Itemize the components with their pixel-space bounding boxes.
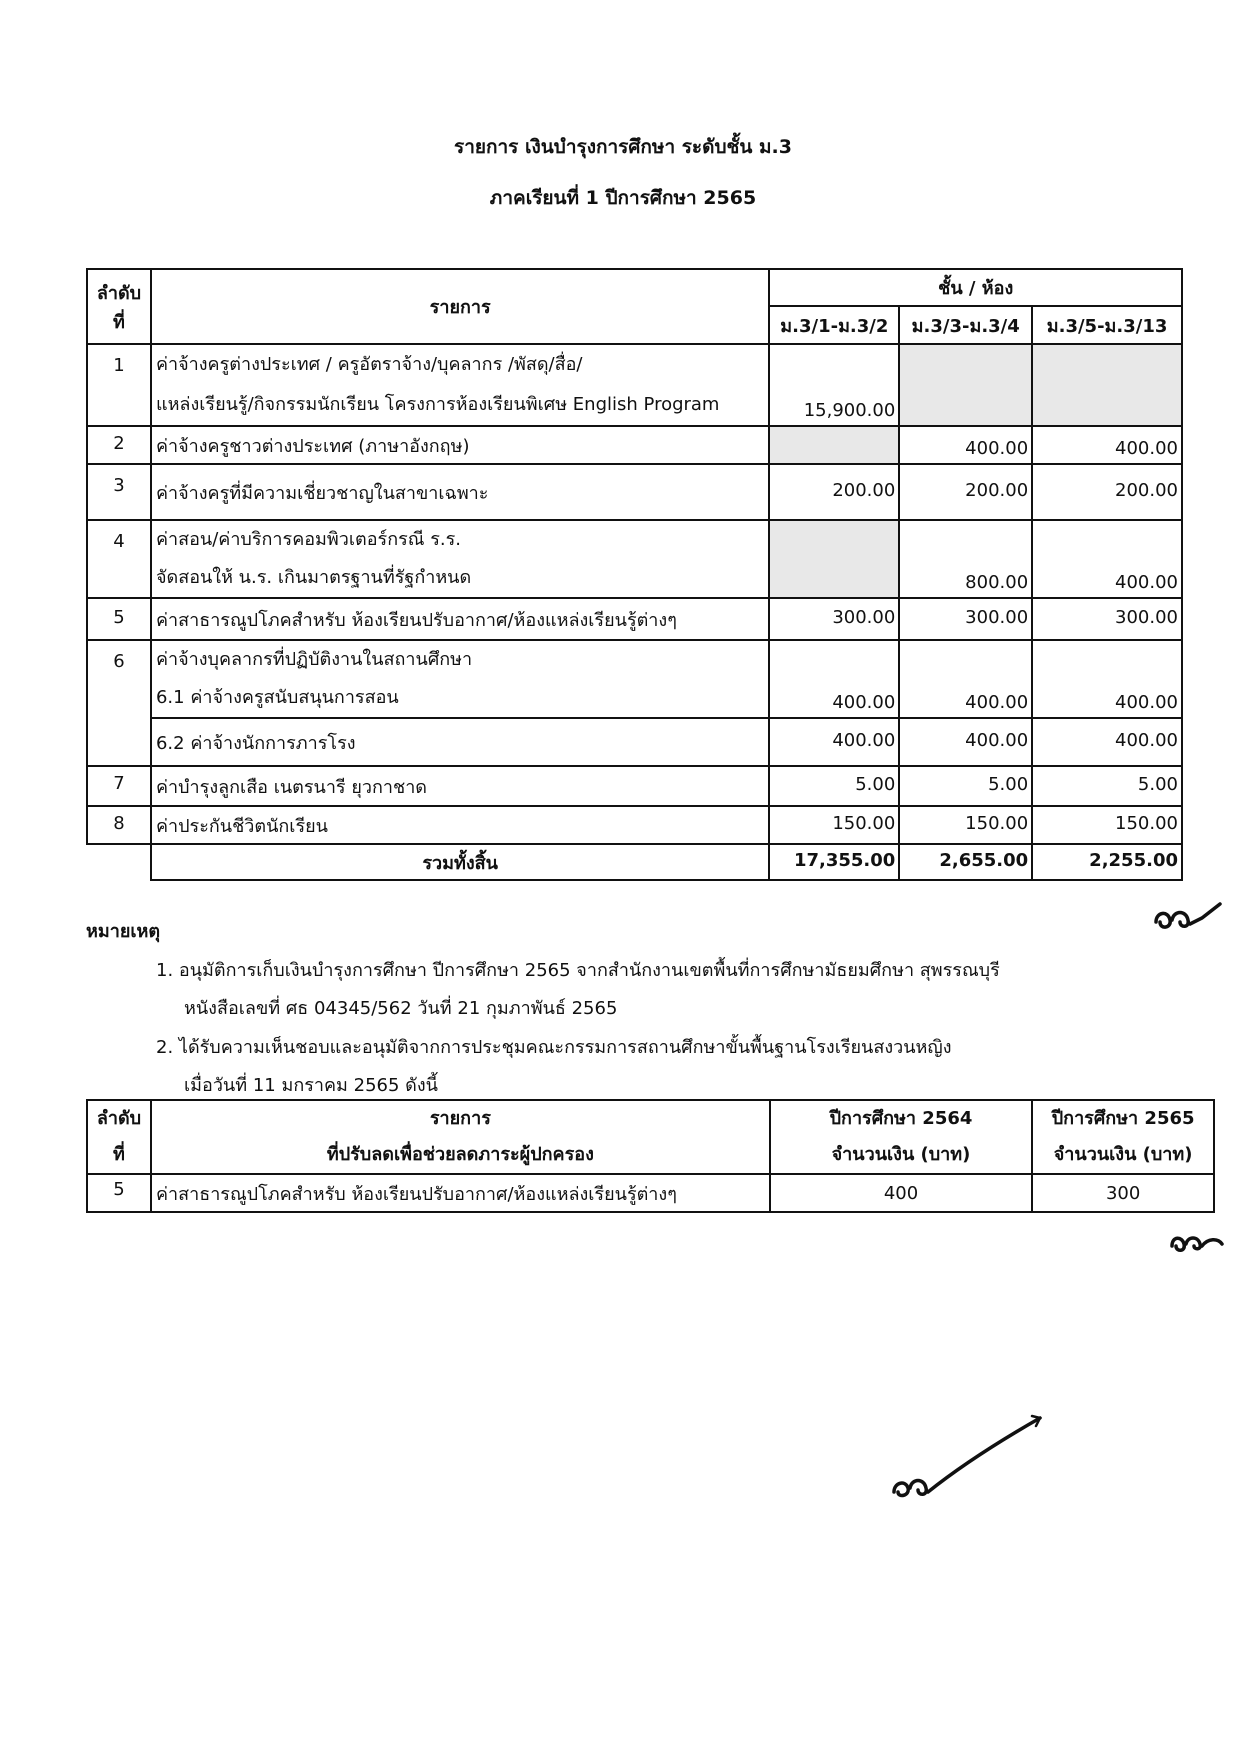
table-row bbox=[87, 464, 1182, 520]
row-desc: ค่าบำรุงลูกเสือ เนตรนารี ยุวกาชาด bbox=[151, 766, 769, 806]
row-seq: 6 bbox=[87, 640, 151, 766]
note-1-line-1: 1. อนุมัติการเก็บเงินบำรุงการศึกษา ปีการศึกษา 2565 จากสำนักงานเขตพื้นที่การศึกษามัธยมศึกษา สุพรรณบุรี bbox=[156, 960, 1000, 981]
cell-col1: 400.00 bbox=[769, 718, 899, 766]
row-desc: ค่าจ้างบุคลากรที่ปฏิบัติงานในสถานศึกษา 6.1 ค่าจ้างครูสนับสนุนการสอน bbox=[151, 640, 769, 718]
table-row bbox=[87, 640, 1182, 718]
table-row bbox=[87, 598, 1182, 640]
header-col-m35-m313: ม.3/5-ม.3/13 bbox=[1032, 306, 1182, 344]
header-col-m31-m32: ม.3/1-ม.3/2 bbox=[769, 306, 899, 344]
cell-col1: 200.00 bbox=[769, 464, 899, 520]
cell-col2: 400.00 bbox=[899, 718, 1032, 766]
cell-col3: 400.00 bbox=[1032, 426, 1182, 464]
cell-col2: 400.00 bbox=[899, 426, 1032, 464]
cell-col2: 300.00 bbox=[899, 598, 1032, 640]
cell-col2: 5.00 bbox=[899, 766, 1032, 806]
cell-year-2565: 300 bbox=[1032, 1174, 1214, 1212]
total-col1: 17,355.00 bbox=[769, 844, 899, 880]
total-label: รวมทั้งสิ้น bbox=[151, 844, 769, 880]
cell-col2: 200.00 bbox=[899, 464, 1032, 520]
note-2-line-2: เมื่อวันที่ 11 มกราคม 2565 ดังนี้ bbox=[184, 1075, 438, 1096]
row-desc: ค่าสาธารณูปโภคสำหรับ ห้องเรียนปรับอากาศ/ห้องแหล่งเรียนรู้ต่างๆ bbox=[151, 1174, 770, 1212]
cell-col3: 150.00 bbox=[1032, 806, 1182, 844]
table-row bbox=[87, 766, 1182, 806]
handwritten-signature bbox=[888, 1412, 1048, 1512]
row-seq: 3 bbox=[87, 464, 151, 520]
row-seq: 8 bbox=[87, 806, 151, 844]
document-title: รายการ เงินบำรุงการศึกษา ระดับชั้น ม.3 bbox=[454, 136, 792, 158]
cell-col3: 300.00 bbox=[1032, 598, 1182, 640]
row-seq: 5 bbox=[87, 1174, 151, 1212]
row-desc: ค่าสอน/ค่าบริการคอมพิวเตอร์กรณี ร.ร. จัดสอนให้ น.ร. เกินมาตรฐานที่รัฐกำหนด bbox=[151, 520, 769, 598]
row-seq: 7 bbox=[87, 766, 151, 806]
row-seq: 5 bbox=[87, 598, 151, 640]
cell-col2: 150.00 bbox=[899, 806, 1032, 844]
table-header-row bbox=[87, 1100, 1214, 1174]
cell-col1: 150.00 bbox=[769, 806, 899, 844]
table-row bbox=[87, 426, 1182, 464]
header-seq: ลำดับ ที่ bbox=[87, 269, 151, 344]
reduction-table bbox=[86, 1099, 1215, 1213]
cell-col1: 300.00 bbox=[769, 598, 899, 640]
cell-col2: 800.00 bbox=[899, 520, 1032, 598]
table-row bbox=[87, 806, 1182, 844]
cell-col2-empty bbox=[899, 344, 1032, 426]
cell-col3-empty bbox=[1032, 344, 1182, 426]
note-1-line-2: หนังสือเลขที่ ศธ 04345/562 วันที่ 21 กุมภาพันธ์ 2565 bbox=[184, 998, 618, 1019]
row-desc: ค่าจ้างครูที่มีความเชี่ยวชาญในสาขาเฉพาะ bbox=[151, 464, 769, 520]
header-col-m33-m34: ม.3/3-ม.3/4 bbox=[899, 306, 1032, 344]
row-desc: ค่าประกันชีวิตนักเรียน bbox=[151, 806, 769, 844]
cell-col3: 400.00 bbox=[1032, 718, 1182, 766]
cell-col2: 400.00 bbox=[899, 640, 1032, 718]
cell-col3: 200.00 bbox=[1032, 464, 1182, 520]
cell-col1-empty bbox=[769, 520, 899, 598]
cell-col1: 5.00 bbox=[769, 766, 899, 806]
row-desc: ค่าจ้างครูต่างประเทศ / ครูอัตราจ้าง/บุคลากร /พัสดุ/สื่อ/ แหล่งเรียนรู้/กิจกรรมนักเรียน โครงการห้องเรียนพิเศษ English Program bbox=[151, 344, 769, 426]
row-seq: 1 bbox=[87, 344, 151, 426]
row-desc: ค่าสาธารณูปโภคสำหรับ ห้องเรียนปรับอากาศ/ห้องแหล่งเรียนรู้ต่างๆ bbox=[151, 598, 769, 640]
cell-col3: 400.00 bbox=[1032, 640, 1182, 718]
header-seq: ลำดับ ที่ bbox=[87, 1100, 151, 1174]
initial-signature bbox=[1168, 1228, 1228, 1258]
cell-year-2564: 400 bbox=[770, 1174, 1033, 1212]
header-class-group: ชั้น / ห้อง bbox=[769, 269, 1182, 306]
note-2-line-1: 2. ได้รับความเห็นชอบและอนุมัติจากการประชุมคณะกรรมการสถานศึกษาขั้นพื้นฐานโรงเรียนสงวนหญิง bbox=[156, 1037, 952, 1058]
total-col2: 2,655.00 bbox=[899, 844, 1032, 880]
table-row bbox=[87, 344, 1182, 426]
row-desc: 6.2 ค่าจ้างนักการภารโรง bbox=[151, 718, 769, 766]
cell-col1: 400.00 bbox=[769, 640, 899, 718]
notes-heading: หมายเหตุ bbox=[86, 921, 161, 942]
header-item: รายการ ที่ปรับลดเพื่อช่วยลดภาระผู้ปกครอง bbox=[151, 1100, 770, 1174]
table-row bbox=[87, 520, 1182, 598]
row-desc: ค่าจ้างครูชาวต่างประเทศ (ภาษาอังกฤษ) bbox=[151, 426, 769, 464]
cell-col3: 5.00 bbox=[1032, 766, 1182, 806]
row-seq: 2 bbox=[87, 426, 151, 464]
table-header-row bbox=[87, 269, 1182, 306]
cell-col1-empty bbox=[769, 426, 899, 464]
header-year-2565: ปีการศึกษา 2565 จำนวนเงิน (บาท) bbox=[1032, 1100, 1214, 1174]
table-row bbox=[87, 718, 1182, 766]
header-item: รายการ bbox=[151, 269, 769, 344]
fee-table bbox=[86, 268, 1183, 881]
cell-col1: 15,900.00 bbox=[769, 344, 899, 426]
initial-signature bbox=[1150, 898, 1230, 938]
row-seq: 4 bbox=[87, 520, 151, 598]
cell-col3: 400.00 bbox=[1032, 520, 1182, 598]
table-row bbox=[87, 1174, 1214, 1212]
document-subtitle: ภาคเรียนที่ 1 ปีการศึกษา 2565 bbox=[489, 187, 757, 209]
total-col3: 2,255.00 bbox=[1032, 844, 1182, 880]
total-row bbox=[87, 844, 1182, 880]
header-year-2564: ปีการศึกษา 2564 จำนวนเงิน (บาท) bbox=[770, 1100, 1033, 1174]
